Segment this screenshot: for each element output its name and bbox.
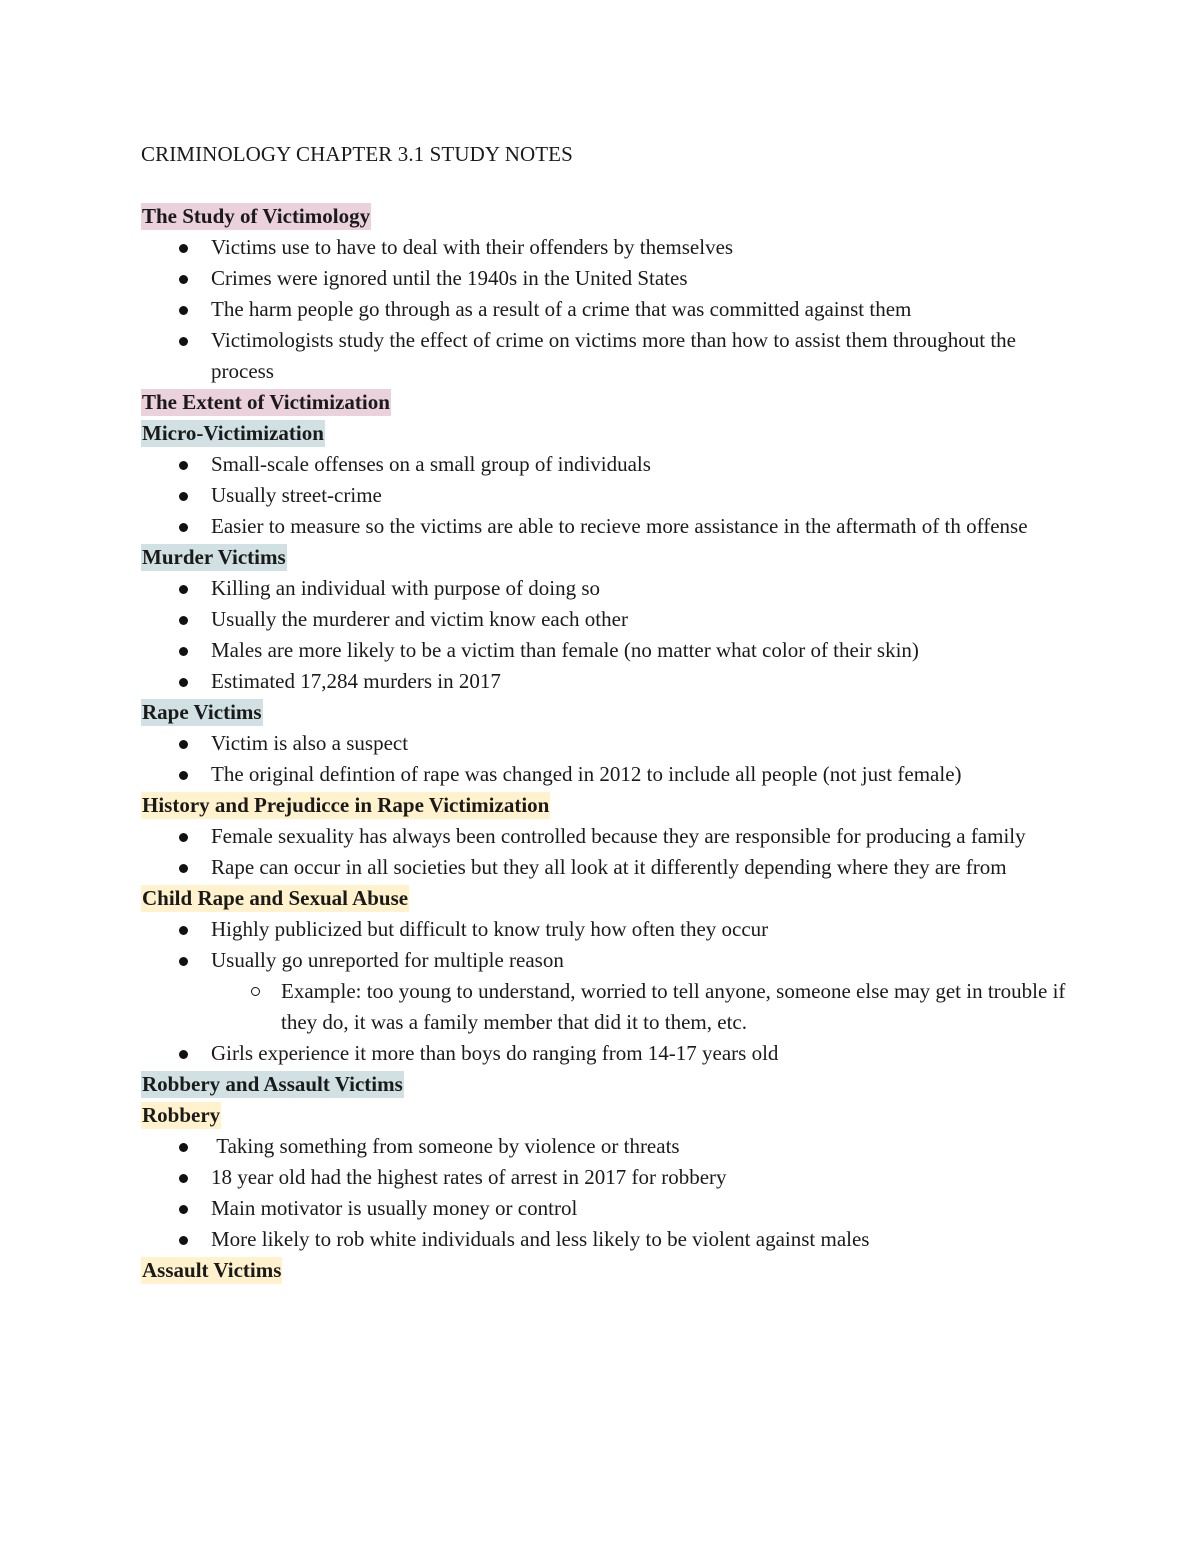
list-item [141, 945, 1071, 976]
list-item: Estimated 17,284 murders in 2017 [141, 666, 1071, 697]
section-heading-study-of-victimology [141, 201, 1071, 232]
sub-list-item: Example: too young to understand, worried to tell anyone, someone else may get in trouble if they do, it was a family member that did it to them, etc. [211, 976, 1071, 1038]
list-item: Easier to measure so the victims are able to recieve more assistance in the aftermath of th offense [141, 511, 1071, 542]
sub-bullet-list-child-rape [211, 976, 1071, 1038]
list-item: Highly publicized but difficult to know truly how often they occur [141, 914, 1071, 945]
document-page [141, 139, 1071, 1286]
bullet-list-child-rape [141, 914, 1071, 976]
list-item: 18 year old had the highest rates of arrest in 2017 for robbery [141, 1162, 1071, 1193]
section-heading-murder-victims [141, 542, 1071, 573]
list-item: Victims use to have to deal with their offenders by themselves [141, 232, 1071, 263]
heading-highlight: Robbery [142, 1103, 221, 1127]
heading-highlight: The Extent of Victimization [142, 390, 390, 414]
heading-highlight: The Study of Victimology [142, 204, 371, 228]
bullet-list-robbery [141, 1131, 1071, 1255]
list-item: Girls experience it more than boys do ranging from 14-17 years old [141, 1038, 1071, 1069]
list-item: Rape can occur in all societies but they all look at it differently depending where they are from [141, 852, 1071, 883]
list-item: Usually street-crime [141, 480, 1071, 511]
heading-highlight: Rape Victims [142, 700, 262, 724]
list-item: Killing an individual with purpose of doing so [141, 573, 1071, 604]
bullet-list-history-prejudice [141, 821, 1071, 883]
bullet-list-murder-victims [141, 573, 1071, 697]
bullet-list-micro-victimization [141, 449, 1071, 542]
list-item: Main motivator is usually money or control [141, 1193, 1071, 1224]
heading-highlight: Assault Victims [142, 1258, 282, 1282]
heading-highlight: Child Rape and Sexual Abuse [142, 886, 409, 910]
list-item: The original defintion of rape was changed in 2012 to include all people (not just female) [141, 759, 1071, 790]
bullet-list-study-of-victimology [141, 232, 1071, 387]
list-item-text: Usually go unreported for multiple reason [211, 948, 564, 972]
list-item: Female sexuality has always been controlled because they are responsible for producing a family [141, 821, 1071, 852]
list-item: Crimes were ignored until the 1940s in the United States [141, 263, 1071, 294]
list-item: More likely to rob white individuals and less likely to be violent against males [141, 1224, 1071, 1255]
section-heading-history-prejudice [141, 790, 1071, 821]
list-item: The harm people go through as a result of a crime that was committed against them [141, 294, 1071, 325]
bullet-list-child-rape-continued [141, 1038, 1071, 1069]
list-item: Victimologists study the effect of crime on victims more than how to assist them throughout the process [141, 325, 1071, 387]
section-heading-robbery-assault [141, 1069, 1071, 1100]
bullet-list-rape-victims [141, 728, 1071, 790]
heading-highlight: Murder Victims [142, 545, 286, 569]
list-item: Small-scale offenses on a small group of individuals [141, 449, 1071, 480]
list-item: Victim is also a suspect [141, 728, 1071, 759]
heading-highlight: History and Prejudicce in Rape Victimization [142, 793, 550, 817]
section-heading-extent-of-victimization [141, 387, 1071, 418]
document-title: CRIMINOLOGY CHAPTER 3.1 STUDY NOTES [141, 142, 573, 166]
section-heading-rape-victims [141, 697, 1071, 728]
section-heading-micro-victimization [141, 418, 1071, 449]
list-item: Taking something from someone by violence or threats [141, 1131, 1071, 1162]
section-heading-assault-victims [141, 1255, 1071, 1286]
section-heading-child-rape [141, 883, 1071, 914]
section-heading-robbery [141, 1100, 1071, 1131]
list-item: Usually the murderer and victim know each other [141, 604, 1071, 635]
list-item: Males are more likely to be a victim than female (no matter what color of their skin) [141, 635, 1071, 666]
heading-highlight: Robbery and Assault Victims [142, 1072, 403, 1096]
heading-highlight: Micro-Victimization [142, 421, 324, 445]
